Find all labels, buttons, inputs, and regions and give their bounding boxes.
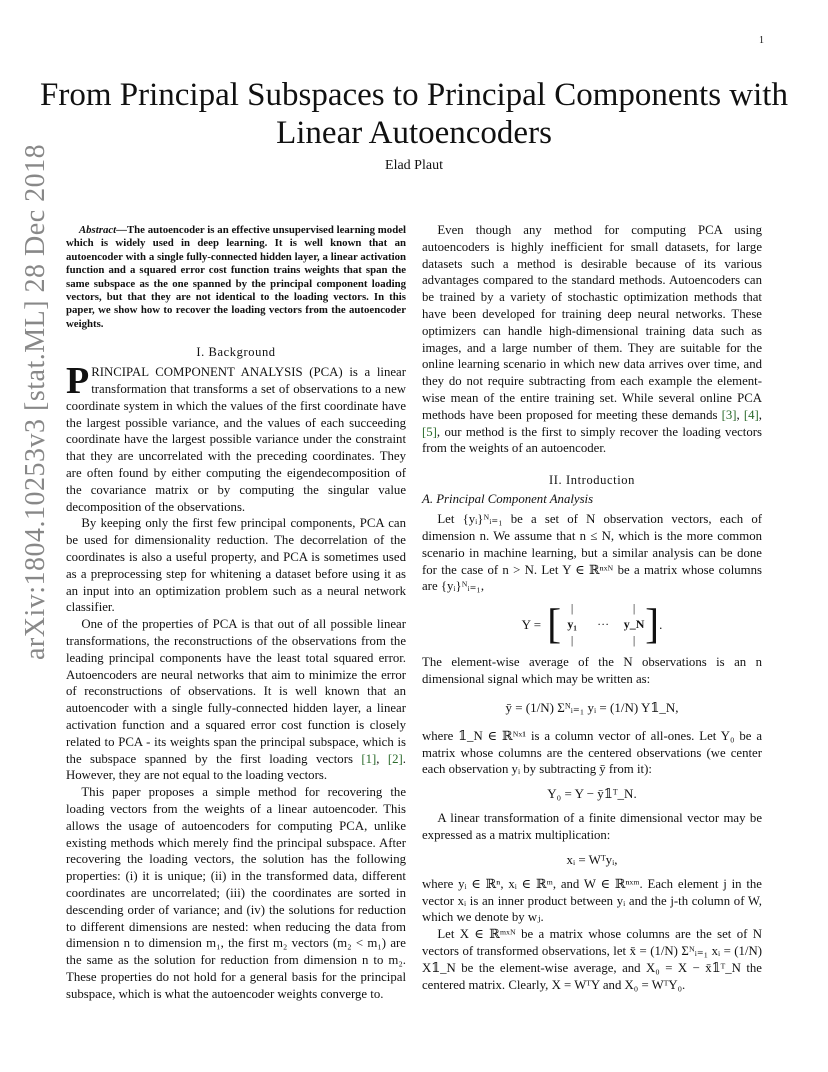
section-background-heading: I. Background bbox=[196, 345, 276, 360]
author-name: Elad Plaut bbox=[385, 158, 443, 173]
citation-separator: , bbox=[376, 751, 388, 766]
matrix-cell: | bbox=[570, 633, 574, 648]
pca-paragraph-4: A linear transformation of a finite dimensional vector may be expressed as a matrix multiplication: bbox=[422, 811, 762, 842]
background-paragraph-4: This paper proposes a simple method for recovering the loading vectors from the weights of a linear autoencoder. This allows the usage of autoencoders for computing PCA, unlike existing methods which merely find the principal subspace. After recovering the loading vectors, the solution has the following properties: (i) it is unique; (ii) in the transformed data, different coordinates are uncorrelated; (iii) the coordinates are sorted in descending order of variance; and (iv) the solutions for reduction to different dimensions are nested: when reducing the data from dimension n to dimension m₁, the first m₂ vectors (m₂ < m₁) are the same as the solution for reduction from dimension n to m₂. These properties do not hold for a general basis for the principal subspace, which is what the autoencoder weights converge to. bbox=[66, 785, 406, 1001]
background-paragraph-3 bbox=[66, 616, 406, 784]
paper-title: From Principal Subspaces to Principal Components with Linear Autoencoders bbox=[40, 77, 788, 151]
matrix-cell: y_N bbox=[623, 617, 645, 632]
right-paragraph-1-text-a: Even though any method for computing PCA using autoencoders is highly inefficient for small datasets, for large datasets such a method is desirable because of its various advantages compared to the standard methods. Autoencoders can be trained by a variety of stochastic optimization methods that have been developed for training deep neural networks. These optimizers can handle high-dimensional training data such as images, and a large number of them. They are suitable for the online learning scenario in which new data arrives over time, and they do not require subtracting from each example the element-wise mean of the entire training set. While several online PCA methods have been proposed for meeting these demands bbox=[422, 223, 762, 422]
background-paragraph-1 bbox=[66, 360, 406, 515]
matrix-cell: | bbox=[570, 601, 574, 616]
citation-5-link[interactable]: [5] bbox=[422, 424, 437, 439]
abstract bbox=[66, 224, 406, 331]
background-paragraph-3-text-b: . However, they are not equal to the loading vectors. bbox=[66, 751, 406, 783]
right-paragraph-1 bbox=[422, 222, 762, 457]
section-introduction-heading: II. Introduction bbox=[549, 473, 635, 488]
citation-3-link[interactable]: [3] bbox=[721, 407, 737, 422]
matrix-cell bbox=[583, 601, 623, 616]
citation-1-link[interactable]: [1] bbox=[361, 751, 377, 766]
citation-separator: , bbox=[736, 407, 744, 422]
matrix-y bbox=[522, 601, 663, 648]
equation-mean: ȳ = (1/N) Σᴺᵢ₌₁ yᵢ = (1/N) Y𝟙_N, bbox=[505, 699, 679, 715]
subsection-pca-heading: A. Principal Component Analysis bbox=[422, 492, 594, 507]
matrix-cell: | bbox=[632, 601, 636, 616]
arxiv-stamp: arXiv:1804.10253v3 [stat.ML] 28 Dec 2018 bbox=[20, 143, 51, 660]
pca-paragraph-2: The element-wise average of the N observations is an n dimensional signal which may be written as: bbox=[422, 655, 762, 686]
matrix-body bbox=[561, 601, 645, 648]
matrix-end: . bbox=[659, 616, 663, 632]
pca-paragraph-5: where yᵢ ∈ ℝⁿ, xᵢ ∈ ℝᵐ, and W ∈ ℝⁿˣᵐ. Each element j in the vector xᵢ is an inner product between yᵢ and the j-th column of W, which we denote by wⱼ. bbox=[422, 876, 762, 925]
matrix-cell: | bbox=[632, 633, 636, 648]
right-paragraph-1-text-b: , our method is the first to simply recover the loading vectors from the weights of an autoencoder. bbox=[422, 424, 762, 456]
right-bracket: ] bbox=[645, 601, 660, 648]
left-column bbox=[66, 224, 406, 1003]
matrix-equation bbox=[422, 601, 762, 648]
matrix-lhs: Y = bbox=[521, 616, 542, 632]
pca-paragraph-6: Let X ∈ ℝᵐˣᴺ be a matrix whose columns are the set of N vectors of transformed observations, let x̄ = (1/N) Σᴺᵢ₌₁ xᵢ = (1/N) X𝟙_N be the element-wise average, and X₀ = X − x̄𝟙ᵀ_N the centered matrix. Clearly, X = WᵀY and X₀ = WᵀY₀. bbox=[422, 927, 762, 992]
matrix-cell bbox=[583, 633, 623, 648]
right-column bbox=[422, 222, 762, 993]
page-number: 1 bbox=[759, 35, 764, 46]
equation-linear: xᵢ = Wᵀyᵢ, bbox=[566, 851, 618, 867]
abstract-text: —The autoencoder is an effective unsupervised learning model which is widely used in deep learning. It is well known that an autoencoder with a single fully-connected hidden layer, a linear activation function and a squared error cost function trains weights that span the same subspace as the one spanned by the principal component loading vectors, but that they are not identical to the loading vectors. In this paper, we show how to recover the loading vectors from the autoencoder weights. bbox=[66, 224, 406, 330]
matrix-cell: ··· bbox=[597, 617, 610, 632]
pca-paragraph-3: where 𝟙_N ∈ ℝᴺˣ¹ is a column vector of all-ones. Let Y₀ be a matrix whose columns are the centered observations (we center each observation yᵢ by subtracting ȳ from it): bbox=[422, 728, 762, 777]
pca-paragraph-1: Let {yᵢ}ᴺᵢ₌₁ be a set of N observation vectors, each of dimension n. We assume that n ≤ N, which is the more common scenario in machine learning, but a similar analysis can be done for the case of n > N. Let Y ∈ ℝⁿˣᴺ be a matrix whose columns are {yᵢ}ᴺᵢ₌₁, bbox=[422, 512, 762, 594]
citation-separator: , bbox=[758, 407, 762, 422]
dropcap-letter: P bbox=[66, 360, 90, 403]
citation-2-link[interactable]: [2] bbox=[387, 751, 403, 766]
abstract-lead: Abstract bbox=[78, 224, 117, 236]
left-bracket: [ bbox=[547, 601, 562, 648]
equation-center: Y₀ = Y − ȳ𝟙ᵀ_N. bbox=[547, 786, 637, 802]
background-paragraph-1-text: RINCIPAL COMPONENT ANALYSIS (PCA) is a linear transformation that transforms a set of observations to a new coordinate system in which the values of the first coordinate have the largest possible variance, and the values of each succeeding coordinate have the largest possible variance under the constraint that they are uncorrelated with the preceding coordinates. They are often found by either computing the eigendecomposition of the covariance matrix or by computing the singular value decomposition of the observations. bbox=[66, 365, 406, 514]
background-paragraph-2: By keeping only the first few principal components, PCA can be used for dimensionality reduction. The decorrelation of the coordinates is also a useful property, and PCA is sometimes used as a preprocessing step for whitening a dataset before using it as an input into an optimization problem such as a neural network classifier. bbox=[66, 516, 406, 615]
citation-4-link[interactable]: [4] bbox=[743, 407, 759, 422]
background-paragraph-3-text-a: One of the properties of PCA is that out of all possible linear transformations, the reconstructions of the observations from the leading principal components have the least total squared error. Autoencoders are neural networks that aim to minimize the error of reconstructions of observations. It is well known that an autoencoder with a single fully-connected hidden layer, a linear activation function and a squared error cost function is closely related to PCA - its weights span the principal subspace, which is the subspace spanned by the first loading vectors bbox=[66, 617, 406, 766]
matrix-cell: y₁ bbox=[567, 617, 577, 632]
